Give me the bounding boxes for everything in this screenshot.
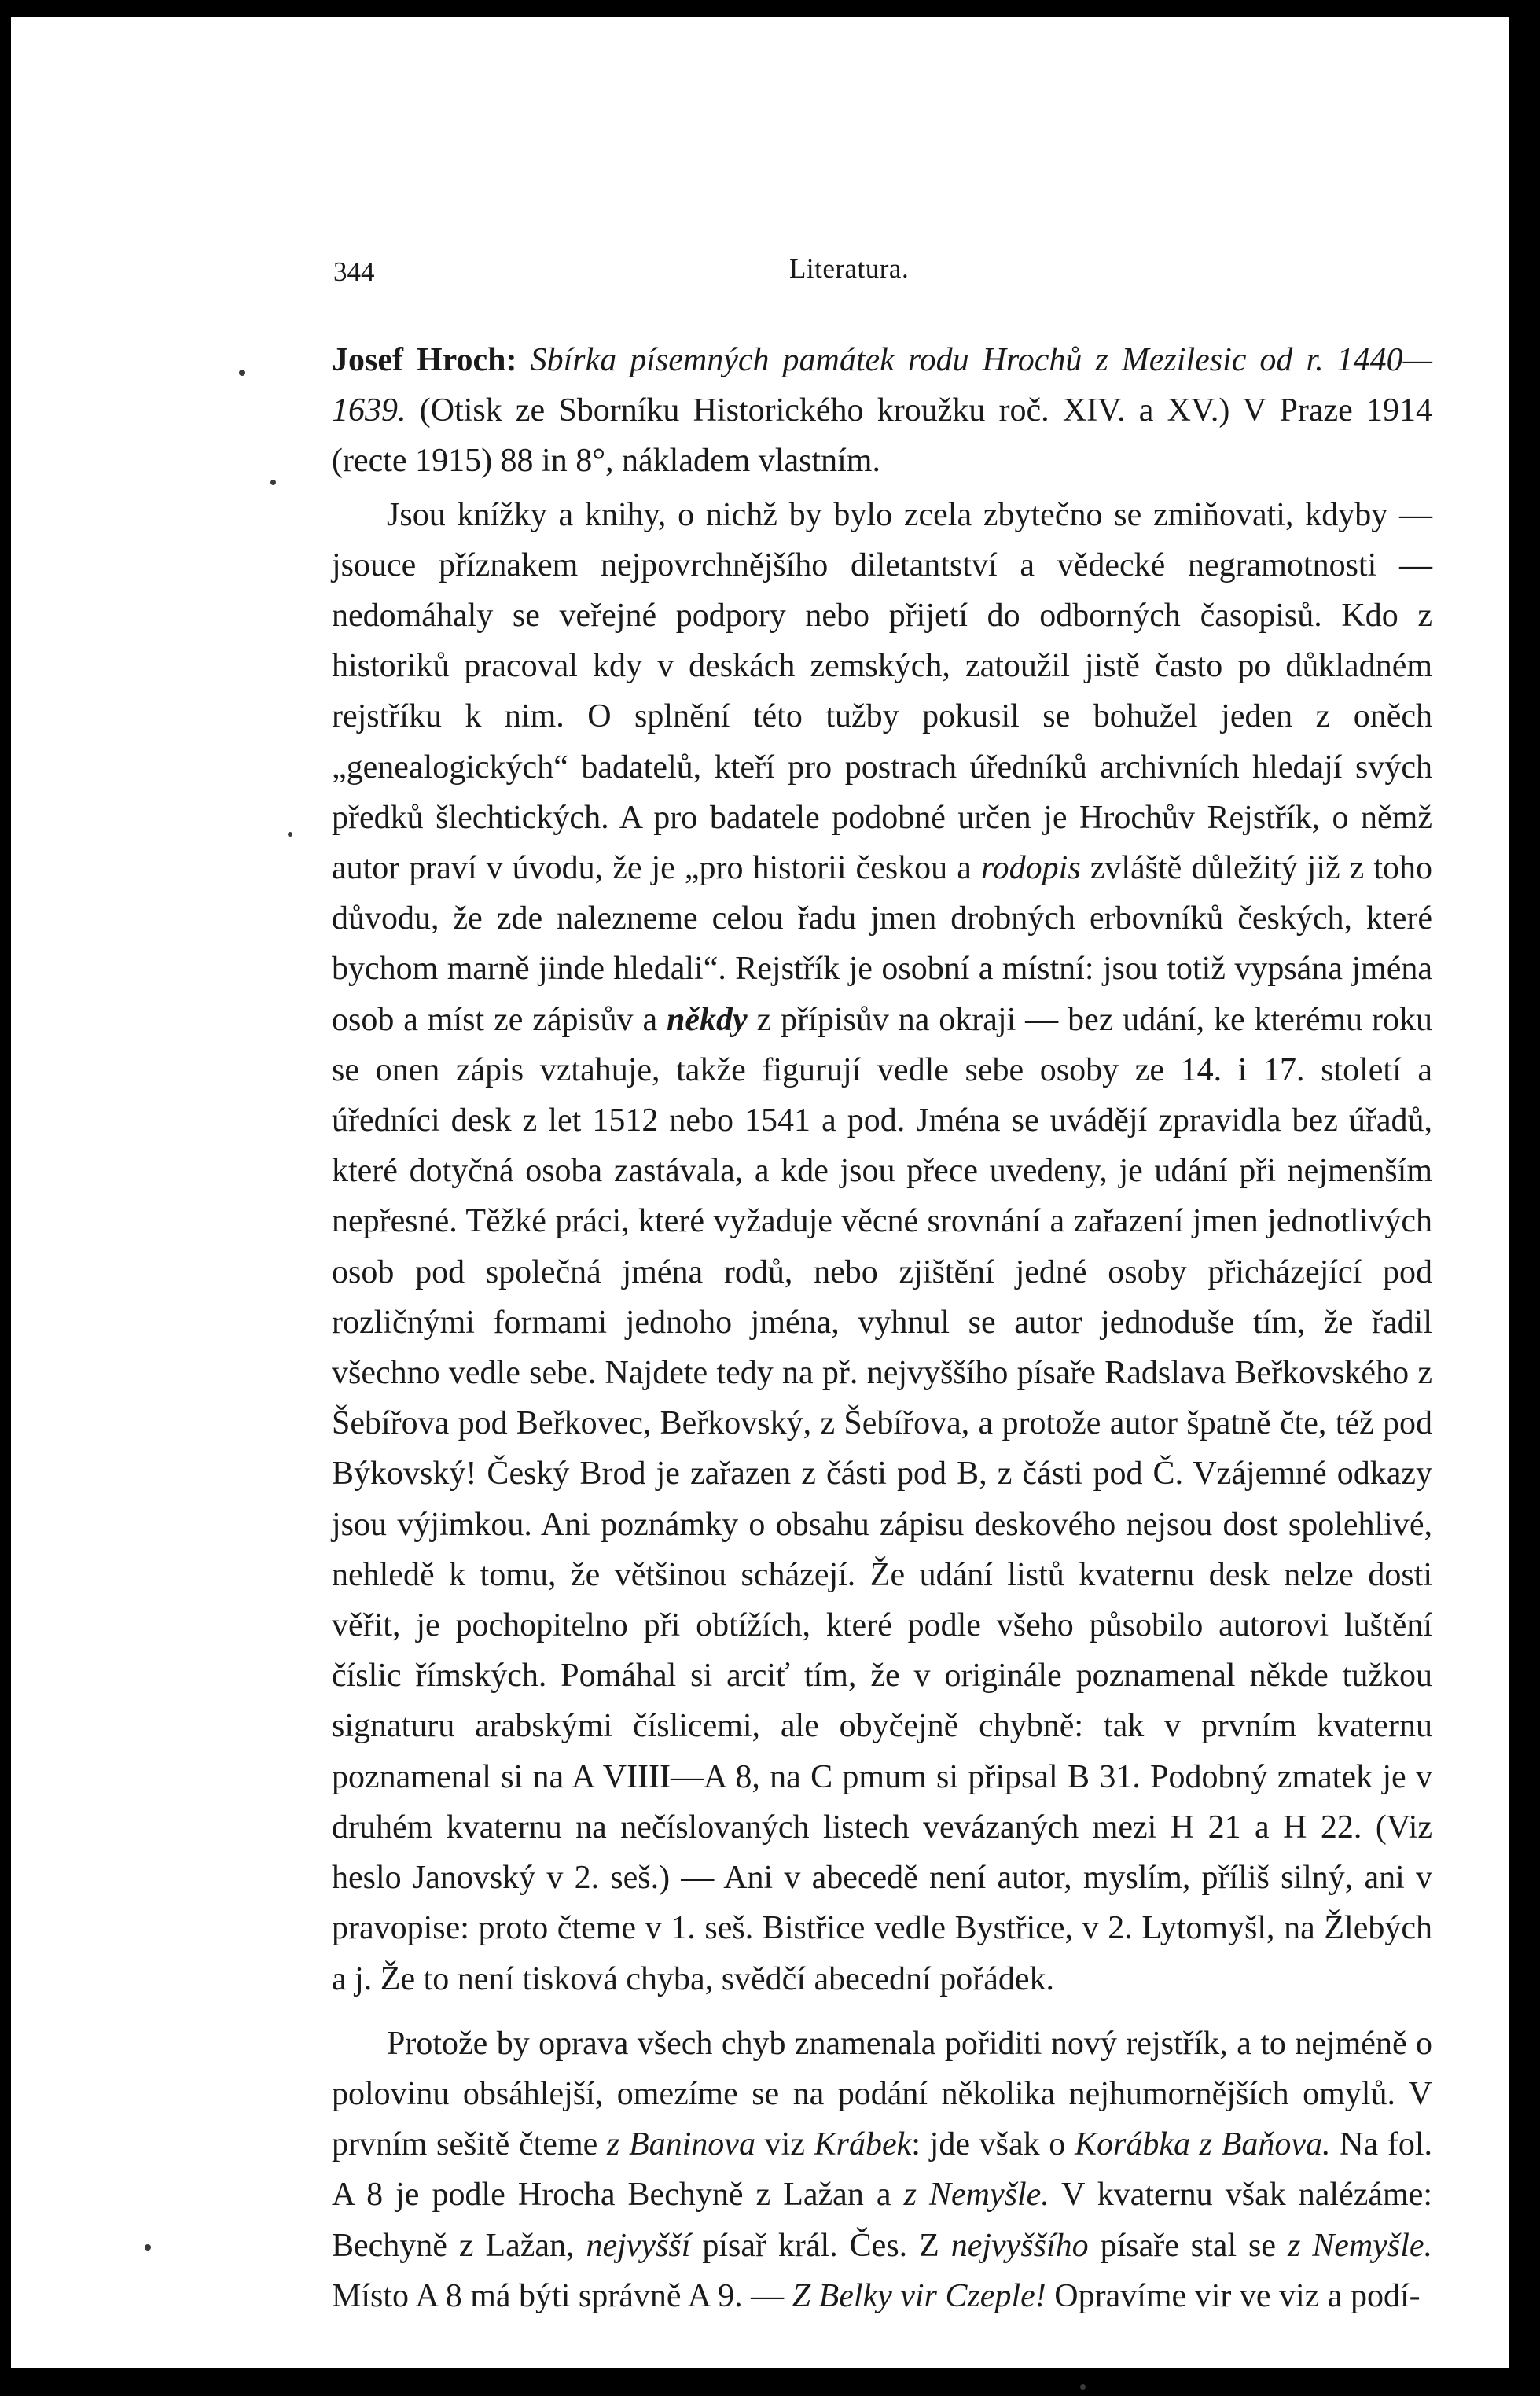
text-run: Jsou knížky a knihy, o nichž by bylo zcela zbytečno se zmiňovati, kdyby — jsouce příznakem nejpovrchnějšího diletantství a vědecké negramotnosti — nedomáhaly se veřejné podpory nebo přijetí do odborných časopisů. Kdo z historiků pracoval kdy v deskách zemských, zatoužil jistě často po důkladném rejstříku k nim. O splnění této tužby pokusil se bohužel jeden z oněch „genealogických“ badatelů, kteří pro postrach úředníků archivních hledají svých předků šlechtických. A pro badatele podobné určen je Hrochův Rejstřík, o němž autor praví v úvodu, že je „pro historii českou a — [332, 496, 1432, 887]
publication-details: (Otisk ze Sborníku Historického kroužku roč. XIV. a XV.) V Praze 1914 (recte 1915) 88 in 8°, nákladem vlastním. — [332, 392, 1433, 480]
bibliographic-entry — [332, 335, 1432, 487]
italic-run: Z Belky vir Czeple! — [792, 2277, 1046, 2314]
italic-run: rodopis — [980, 850, 1081, 887]
running-header — [332, 241, 1432, 288]
text-run: z přípisův na okraji — bez udání, ke kterému roku se onen zápis vztahuje, takže figurují vedle sebe osoby ze 14. i 17. století a úředníci desk z let 1512 nebo 1541 a pod. Jména se uvádějí zpravidla bez úřadů, které dotyčná osoba zastávala, a kde jsou přece uvedeny, je udání při nejmenším nepřesné. Těžké práci, které vyžaduje věcné srovnání a zařazení jmen jednotlivých osob pod společná jména rodů, nebo zjištění jedné osoby přicházející pod rozličnými formami jednoho jména, vyhnul se autor jednoduše tím, že řadil všechno vedle sebe. Najdete tedy na př. nejvyššího písaře Radslava Beřkovského z Šebířova pod Beřkovec, Beřkovský, z Šebířova, a protože autor špatně čte, též pod Býkovský! Český Brod je zařazen z části pod B, z části pod Č. Vzájemné odkazy jsou výjimkou. Ani poznámky o obsahu zápisu deskového nejsou dost spolehlivé, nehledě k tomu, že většinou scházejí. Že udání listů kvaternu desk nelze dosti věřit, je pochopitelno při obtížích, které podle všeho působilo autorovi luštění číslic římských. Pomáhal si arciť tím, že v originále poznamenal někde tužkou signaturu arabskými číslicemi, ale obyčejně chybně: tak v prvním kvaternu poznamenal si na A VIIII—A 8, na C pmum si připsal B 31. Podobný zmatek je v druhém kvaternu na nečíslovaných listech vevázaných mezi H 21 a H 22. (Viz heslo Janovský v 2. seš.) — Ani v abecedě není autor, myslím, příliš silný, ani v pravopise: proto čteme v 1. seš. Bistřice vedle Bystřice, v 2. Lytomyšl, na Žlebých a j. Že to není tisková chyba, svědčí abecední pořádek. — [332, 1001, 1433, 1997]
text-run: : jde však o — [911, 2126, 1066, 2163]
scan-speck — [1080, 2384, 1086, 2390]
review-paragraph-2 — [332, 2019, 1432, 2321]
text-run: Opravíme vir ve viz a podí- — [1054, 2277, 1421, 2314]
scan-speck — [239, 370, 245, 376]
italic-run: Korábka z Baňova. — [1075, 2126, 1331, 2163]
scan-speck — [288, 832, 292, 837]
page-number: 344 — [333, 256, 375, 287]
text-run: písaře stal se — [1100, 2227, 1277, 2264]
text-run: zvláště důležitý již z toho důvodu, že zde nalezneme celou řadu jmen drobných erbovníků českých, které bychom marně jinde hledali“. Rejstřík je osobní a místní: jsou totiž vypsána jména osob a míst ze zápisův a — [332, 850, 1433, 1038]
scan-speck — [145, 2244, 151, 2251]
book-title: Sbírka písemných památek rodu Hrochů z Mezilesic od r. 1440—1639. — [332, 342, 1433, 429]
text-run: Na fol. A 8 je podle Hrocha Bechyně z Lažan a — [332, 2126, 1433, 2214]
running-title: Literatura. — [789, 253, 910, 284]
page-content — [332, 241, 1432, 2321]
italic-run: z Baninova — [606, 2126, 755, 2163]
text-run: Protože by oprava všech chyb znamenala pořiditi nový rejstřík, a to nejméně o polovinu obsáhlejší, omezíme se na podání několika nejhumornějších omylů. V prvním sešitě čteme — [332, 2025, 1432, 2163]
italic-run: nejvyšší — [586, 2227, 691, 2264]
italic-run: z Nemyšle. — [1287, 2227, 1433, 2264]
italic-run: nejvyššího — [950, 2227, 1089, 2264]
text-run: písař král. Čes. Z — [702, 2227, 939, 2264]
italic-run: Krábek — [814, 2126, 912, 2163]
italic-run: z Nemyšle. — [903, 2177, 1049, 2214]
review-paragraph-1 — [332, 490, 1432, 2004]
text-run: V kvaternu však nalézáme: Bechyně z Lažan, — [332, 2177, 1433, 2264]
text-run: viz — [764, 2126, 805, 2163]
italic-run: někdy — [667, 1001, 748, 1038]
scan-speck — [270, 480, 276, 485]
scanned-page — [11, 17, 1509, 2368]
author-name: Josef Hroch: — [332, 342, 517, 378]
text-run: Místo A 8 má býti správně A 9. — — [332, 2277, 785, 2314]
